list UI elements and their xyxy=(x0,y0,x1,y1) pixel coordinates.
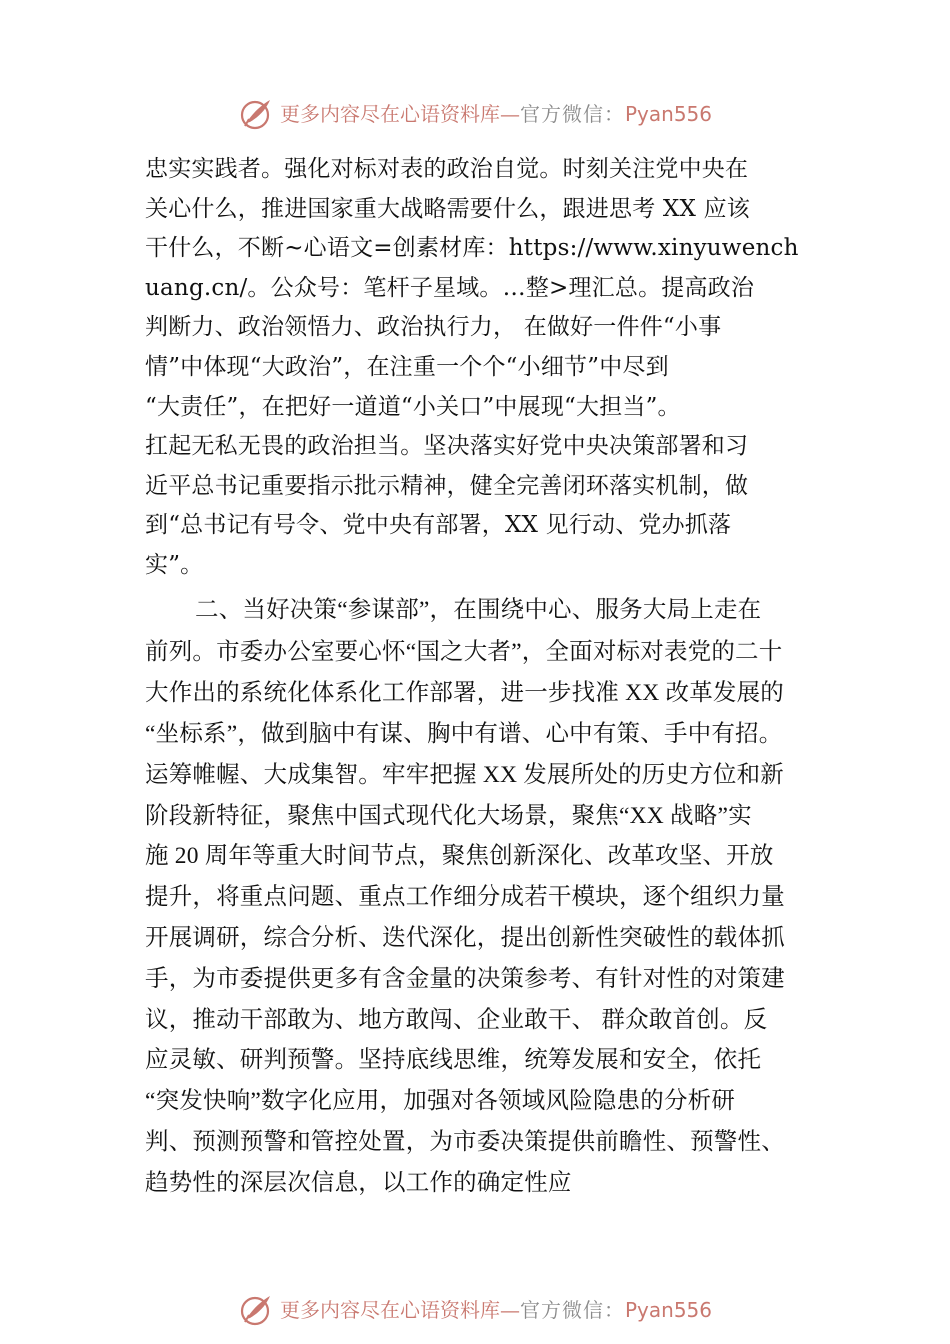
text-line: 忠实实践者。强化对标对表的政治自觉。时刻关注党中央在 xyxy=(145,156,749,182)
quill-logo-icon xyxy=(238,97,274,131)
text-line: 到“总书记有号令、党中央有部署，XX 见行动、党办抓落 xyxy=(145,512,732,539)
header-banner-text xyxy=(280,99,712,129)
text-line: 情”中体现“大政治”，在注重一个个“小细节”中尽到 xyxy=(145,353,669,380)
banner-brand: 更多内容尽在心语资料库 xyxy=(279,102,500,126)
text-line: 前列。市委办公室要心怀“国之大者”，全面对标对表党的二十 xyxy=(145,639,783,666)
text-line: “坐标系”，做到脑中有谋、胸中有谱、心中有策、手中有招。 xyxy=(145,720,783,747)
text-line: 施 20 周年等重大时间节点，聚焦创新深化、改革攻坚、开放 xyxy=(145,843,774,870)
footer-banner-text xyxy=(280,1295,712,1325)
banner-label: 官方微信： xyxy=(519,1298,625,1322)
text-line: 近平总书记重要指示批示精神，健全完善闭环落实机制，做 xyxy=(145,472,749,499)
banner-label: 官方微信： xyxy=(519,102,625,126)
banner-account: Pyan556 xyxy=(624,102,712,126)
document-body xyxy=(145,150,825,1203)
text-line: uang.cn/。公众号：笔杆子星域。…整>理汇总。提高政治 xyxy=(145,274,755,301)
text-line: 实”。 xyxy=(145,551,204,578)
text-line: 判断力、政治领悟力、政治执行力， 在做好一件件“小事 xyxy=(145,314,722,341)
text-line: 应灵敏、研判预警。坚持底线思维，统筹发展和安全，依托 xyxy=(145,1047,762,1074)
text-line: 判、预测预警和管控处置，为市委决策提供前瞻性、预警性、 xyxy=(145,1128,785,1155)
banner-account: Pyan556 xyxy=(624,1298,712,1322)
banner-separator: — xyxy=(499,102,520,126)
text-line: 提升，将重点问题、重点工作细分成若干模块，逐个组织力量 xyxy=(145,884,785,911)
text-line: 趋势性的深层次信息，以工作的确定性应 xyxy=(145,1169,572,1196)
paragraph-decision-advisory xyxy=(145,590,825,1204)
text-line: 阶段新特征，聚焦中国式现代化大场景，聚焦“XX 战略”实 xyxy=(145,802,752,829)
text-line: “突发快响”数字化应用，加强对各领域风险隐患的分析研 xyxy=(145,1088,736,1115)
section-heading-line: 二、当好决策“参谋部”，在围绕中心、服务大局上走在 xyxy=(195,596,762,623)
text-line: 关心什么，推进国家重大战略需要什么，跟进思考 XX 应该 xyxy=(145,195,750,222)
text-line: 手，为市委提供更多有含金量的决策参考、有针对性的对策建 xyxy=(145,965,785,992)
text-line: 开展调研，综合分析、迭代深化，提出创新性突破性的载体抓 xyxy=(145,924,785,951)
footer-watermark-banner xyxy=(0,1290,950,1330)
quill-logo-icon xyxy=(238,1293,274,1327)
text-line: 运筹帷幄、大成集智。牢牢把握 XX 发展所处的历史方位和新 xyxy=(145,761,784,788)
text-line: 大作出的系统化体系化工作部署，进一步找准 XX 改革发展的 xyxy=(145,680,784,707)
text-line: 扛起无私无畏的政治担当。坚决落实好党中央决策部署和习 xyxy=(145,433,749,460)
banner-separator: — xyxy=(499,1298,520,1322)
text-line: 干什么，不断~心语文=创素材库：https://www.xinyuwench xyxy=(145,235,799,262)
banner-brand: 更多内容尽在心语资料库 xyxy=(279,1298,500,1322)
header-watermark-banner xyxy=(0,94,950,134)
text-line: “大责任”，在把好一道道“小关口”中展现“大担当”。 xyxy=(145,393,681,420)
paragraph-political-awareness xyxy=(145,150,825,586)
text-line: 议，推动干部敢为、地方敢闯、企业敢干、 群众敢首创。反 xyxy=(145,1006,768,1033)
